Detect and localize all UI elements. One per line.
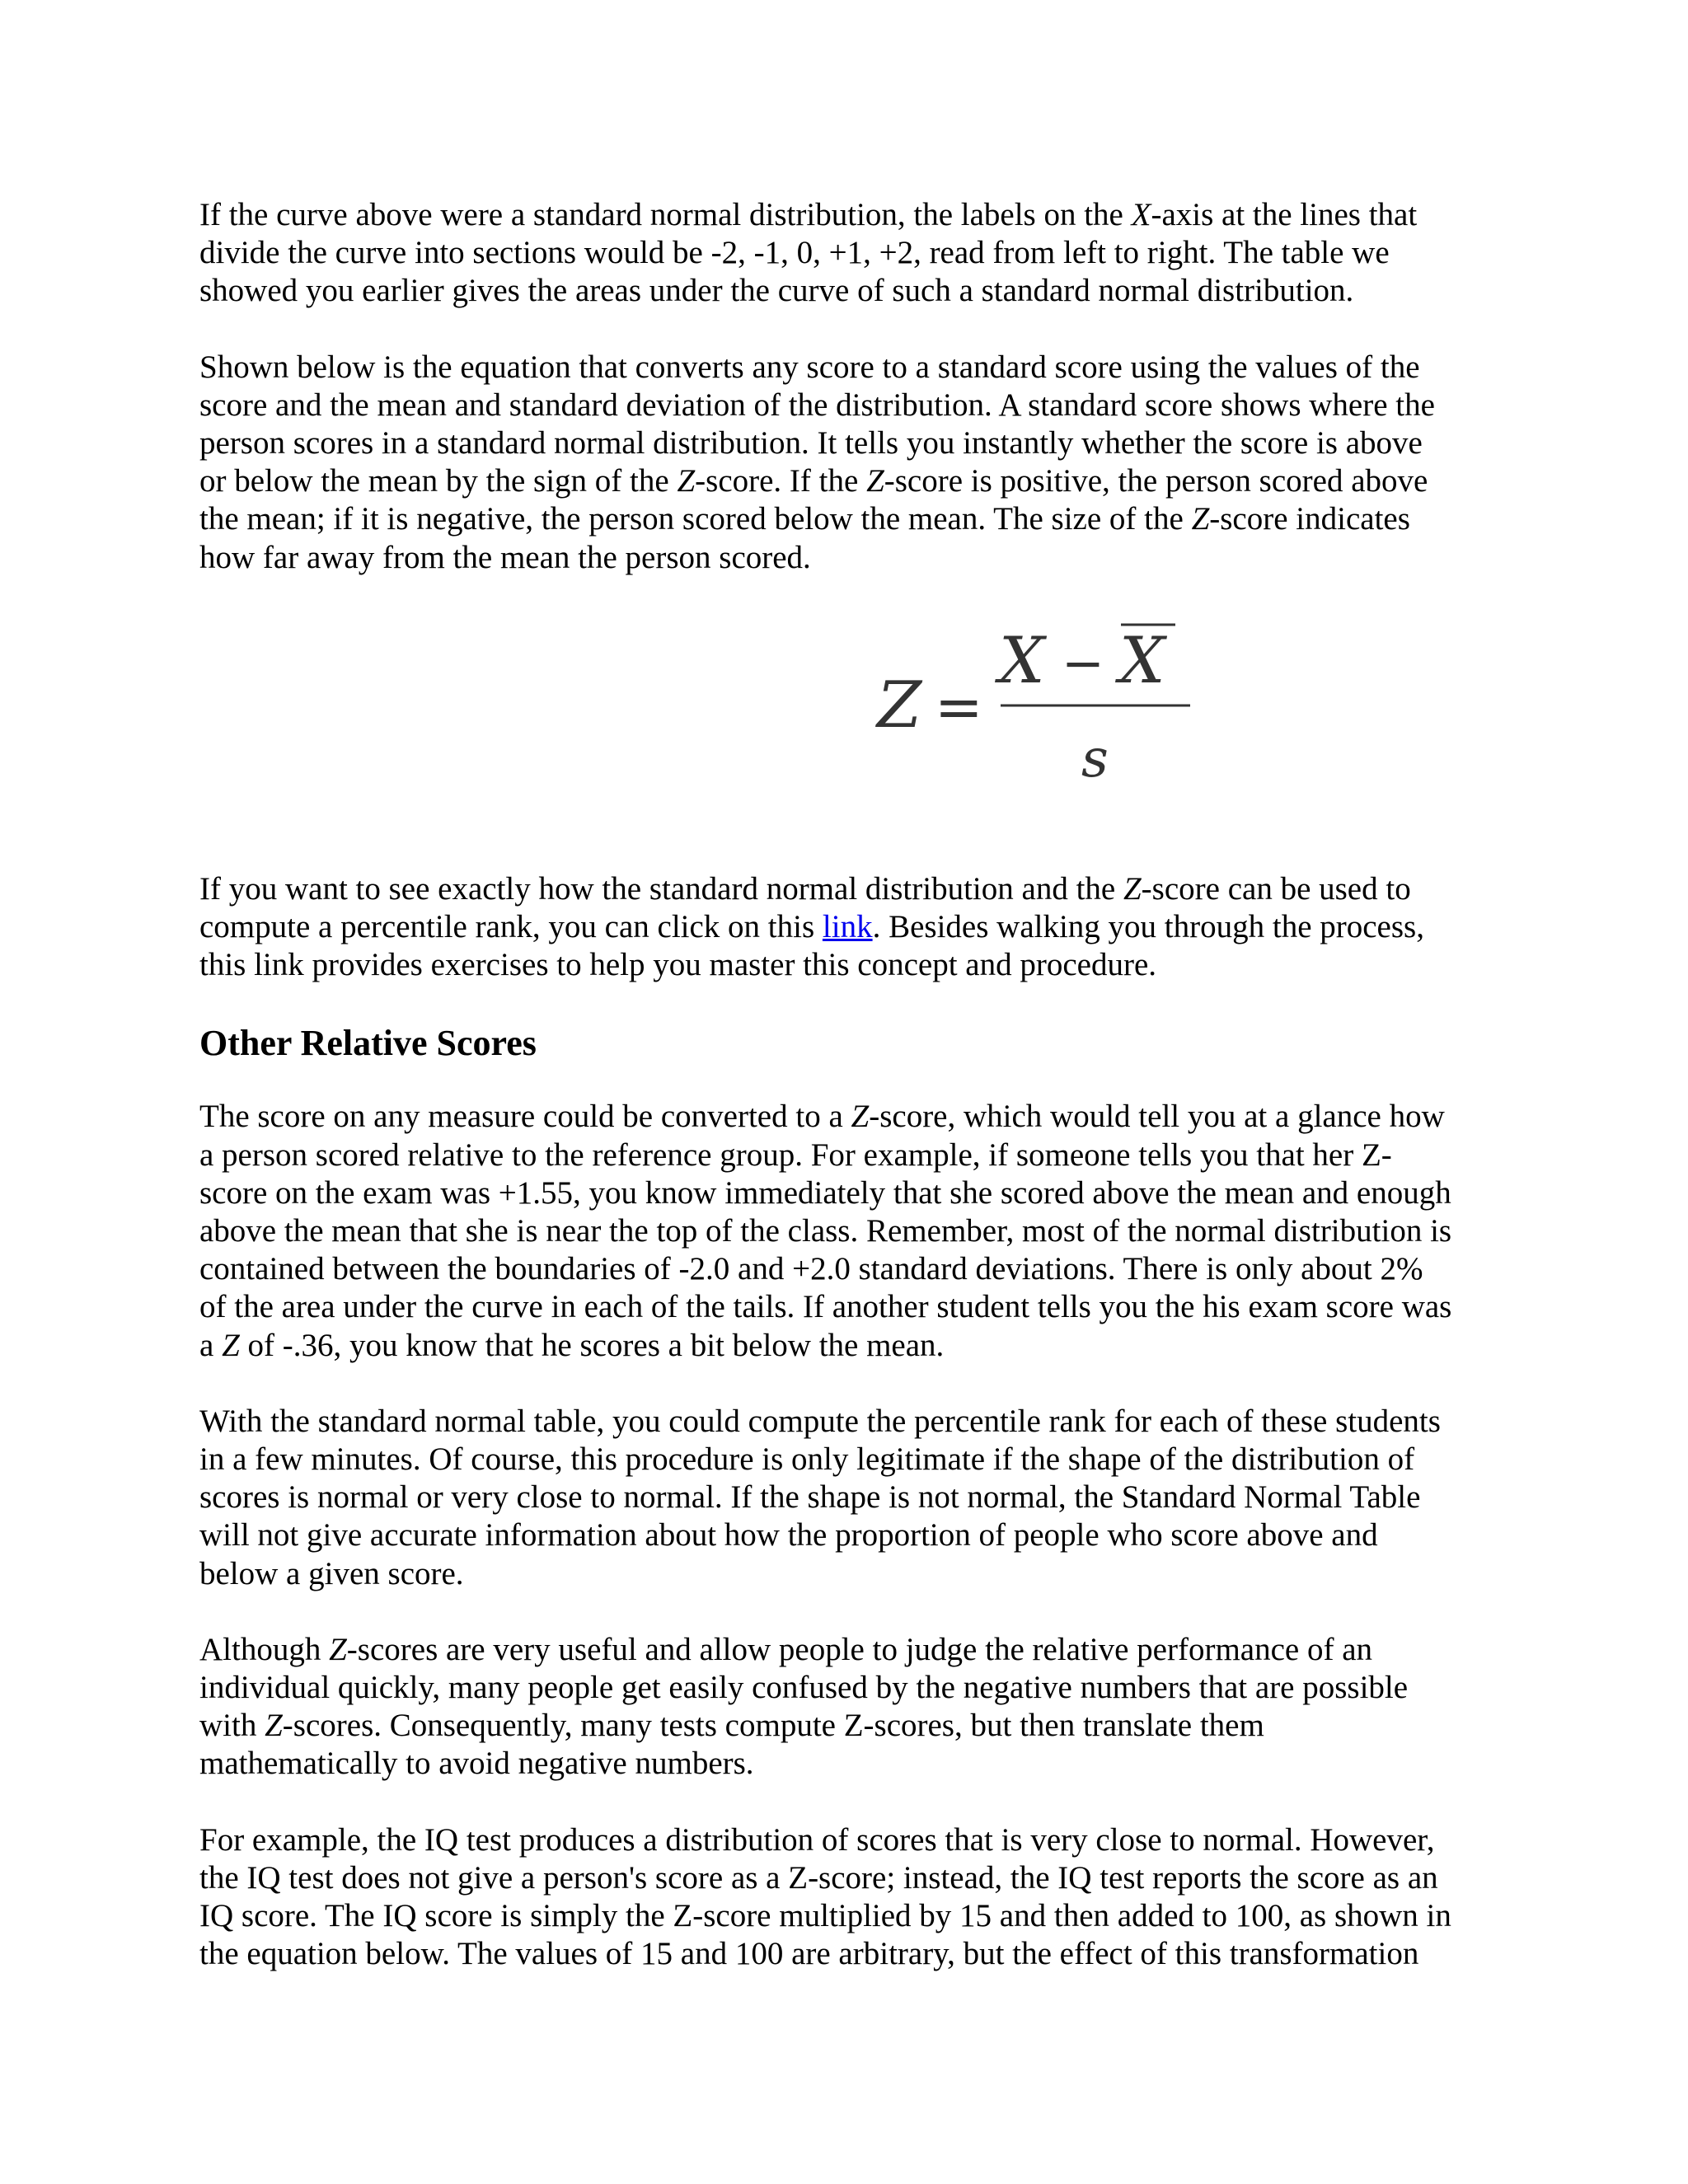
eq-equals-sign: = xyxy=(935,673,983,741)
paragraph-iq-test: For example, the IQ test produces a distribution of scores that is very close to normal. However, the IQ test does not give a person's score as a Z-score; instead, the IQ test reports the score as an IQ score. The IQ score is simply the Z-score multiplied by 15 and then added to 100, as shown in the equation below. The values of 15 and 100 are arbitrary, but the effect of this transformation xyxy=(199,1821,1451,1972)
eq-denominator-s: s xyxy=(1081,728,1109,790)
eq-numerator-x: X xyxy=(999,623,1045,698)
document-page xyxy=(199,196,1502,2012)
paragraph-standard-score-explanation: Shown below is the equation that converts any score to a standard score using the values of the score and the mean and standard deviation of the distribution. A standard score shows where the person scores in a standard normal distribution. It tells you instantly whether the score is above or below the mean by the sign of the Z-score. If the Z-score is positive, the person scored above the mean; if it is negative, the person scored below the mean. The size of the Z-score indicates how far away from the mean the person scored. xyxy=(199,349,1435,575)
eq-lhs-z: Z xyxy=(877,668,922,743)
z-score-equation xyxy=(199,615,1502,837)
percentile-rank-link[interactable]: link xyxy=(822,909,873,945)
paragraph-standard-normal-labels: If the curve above were a standard normal distribution, the labels on the X-axis at the lines that divide the curve into sections would be -2, -1, 0, +1, +2, read from left to right. The table we showed you earlier gives the areas under the curve of such a standard normal distribution. xyxy=(199,197,1418,309)
z-score-formula-svg xyxy=(678,615,1205,837)
eq-minus-sign: − xyxy=(1062,632,1104,693)
eq-numerator-xbar: X xyxy=(1119,623,1165,698)
section-heading-other-relative-scores: Other Relative Scores xyxy=(199,1023,537,1064)
paragraph-z-score-glance: The score on any measure could be converted to a Z-score, which would tell you at a glance how a person scored relative to the reference group. For example, if someone tells you that her Z- score on the exam was +1.55, you know immediately that she scored above the mean and enough above the mean that she is near the top of the class. Remember, most of the normal distribution is contained between the boundaries of -2.0 and +2.0 standard deviations. There is only about 2% of the area under the curve in each of the tails. If another student tells you the his exam score was a Z of -.36, you know that he scores a bit below the mean. xyxy=(199,1099,1452,1363)
paragraph-negative-numbers: Although Z-scores are very useful and allow people to judge the relative performance of an individual quickly, many people get easily confused by the negative numbers that are possible with Z-scores. Consequently, many tests compute Z-scores, but then translate them mathematically to avoid negative numbers. xyxy=(199,1631,1409,1782)
paragraph-percentile-link: If you want to see exactly how the standard normal distribution and the Z-score can be used to compute a percentile rank, you can click on this link. Besides walking you through the process, this link provides exercises to help you master this concept and procedure. xyxy=(199,870,1424,983)
paragraph-standard-normal-table: With the standard normal table, you could compute the percentile rank for each of these students in a few minutes. Of course, this procedure is only legitimate if the shape of the distribution of scores is normal or very close to normal. If the shape is not normal, the Standard Normal Table will not give accurate information about how the proportion of people who score above and below a given score. xyxy=(199,1403,1441,1591)
